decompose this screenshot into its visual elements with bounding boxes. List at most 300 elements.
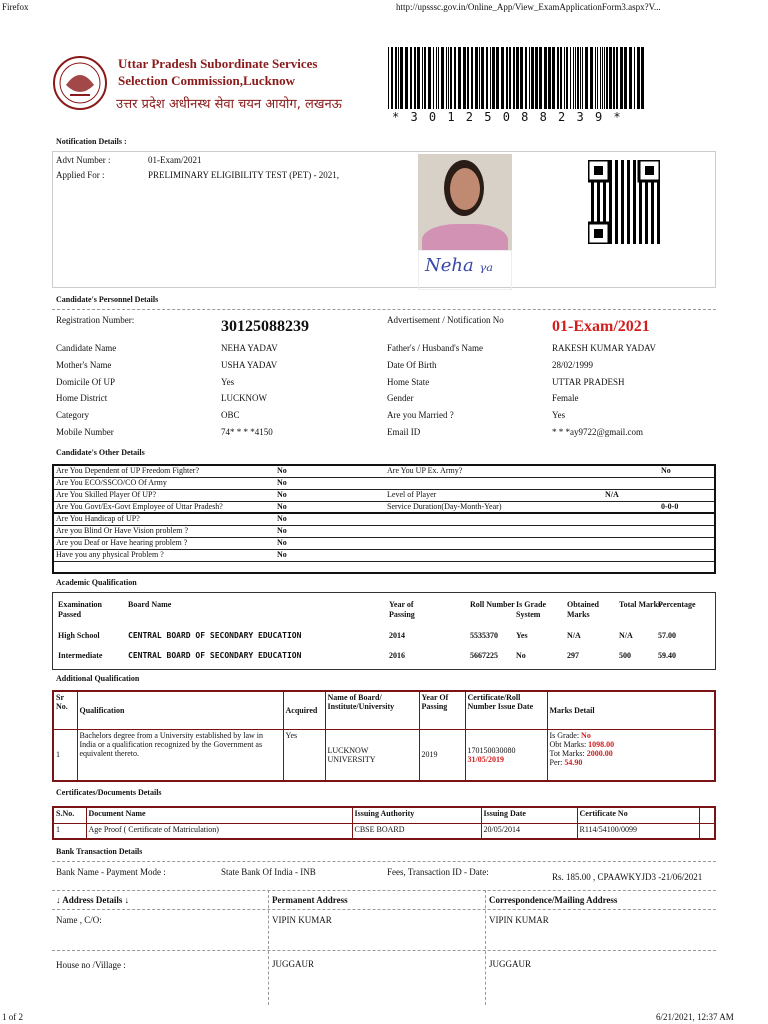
qr-module — [639, 217, 642, 220]
barcode-bar — [609, 47, 612, 109]
qr-module — [603, 214, 606, 217]
advt-label: Advt Number : — [56, 155, 111, 165]
qr-module — [651, 214, 654, 217]
qr-module — [597, 196, 600, 199]
add-h-board: Name of Board/ Institute/University — [325, 691, 419, 729]
barcode-bar — [400, 47, 403, 109]
qr-module — [615, 169, 618, 172]
qr-module — [627, 190, 630, 193]
qr-module — [615, 208, 618, 211]
qr-module — [639, 202, 642, 205]
qr-module — [645, 235, 648, 238]
qr-module — [597, 199, 600, 202]
qr-module — [627, 208, 630, 211]
qr-module — [645, 205, 648, 208]
per-label: Per: — [549, 757, 563, 767]
qr-module — [651, 229, 654, 232]
barcode-bar — [575, 47, 576, 109]
qr-module — [627, 199, 630, 202]
correspondence-address-header: Correspondence/Mailing Address — [489, 895, 618, 905]
qr-module — [597, 208, 600, 211]
perm-house-value: JUGGAUR — [272, 959, 315, 969]
qr-module — [615, 223, 618, 226]
barcode-bar — [388, 47, 389, 109]
barcode-bar — [471, 47, 473, 109]
qr-module — [633, 187, 636, 190]
other-q2-cell: Are You UP Ex. Army? — [385, 465, 605, 477]
qr-module — [597, 202, 600, 205]
qr-module — [621, 220, 624, 223]
qr-module — [627, 187, 630, 190]
other-section-title: Candidate's Other Details — [56, 448, 145, 457]
personal-right-label: Home State — [387, 377, 430, 387]
qr-module — [633, 196, 636, 199]
personal-right-value: Yes — [552, 410, 566, 420]
qr-module — [651, 211, 654, 214]
qr-module — [627, 235, 630, 238]
barcode-bar — [433, 47, 434, 109]
cert-h-sno: S.No. — [53, 807, 86, 823]
qr-module — [645, 196, 648, 199]
barcode-bar — [560, 47, 562, 109]
qr-module — [609, 208, 612, 211]
barcode-bar — [641, 47, 644, 109]
candidate-signature: Neha ᵧₐ — [418, 250, 512, 290]
up-emblem-logo — [52, 55, 108, 111]
barcode-bar — [531, 47, 534, 109]
qr-module — [651, 202, 654, 205]
qr-module — [591, 190, 594, 193]
qr-module — [651, 205, 654, 208]
barcode-bar — [501, 47, 504, 109]
academic-cell: Intermediate — [58, 651, 103, 660]
qr-module — [645, 238, 648, 241]
barcode-bar — [454, 47, 456, 109]
personal-right-label: Gender — [387, 393, 414, 403]
qr-module — [603, 199, 606, 202]
qr-module — [651, 232, 654, 235]
qr-module — [633, 175, 636, 178]
add-qualification: Bachelors degree from a University established by law in India or a qualification recognized by the Government as equivalent thereto. — [77, 729, 283, 781]
qr-module — [627, 214, 630, 217]
qr-module — [627, 220, 630, 223]
applied-label: Applied For : — [56, 170, 105, 180]
qr-module — [639, 196, 642, 199]
barcode-bar — [492, 47, 495, 109]
registration-barcode — [386, 47, 648, 115]
barcode-bar — [629, 47, 632, 109]
qr-module — [621, 196, 624, 199]
qr-module — [627, 205, 630, 208]
qr-module — [627, 232, 630, 235]
qr-module — [609, 187, 612, 190]
qr-module — [615, 178, 618, 181]
other-q2-cell: Level of Player — [385, 489, 605, 501]
qr-module — [651, 223, 654, 226]
page-count: 1 of 2 — [2, 1012, 23, 1022]
other-a1-cell: No — [275, 465, 385, 477]
qr-module — [597, 193, 600, 196]
qr-module — [621, 190, 624, 193]
qr-module — [651, 226, 654, 229]
barcode-bar — [582, 47, 583, 109]
qr-module — [657, 190, 660, 193]
page-url[interactable]: http://upsssc.gov.in/Online_App/View_ExamApplicationForm3.aspx?V... — [396, 2, 661, 12]
qr-module — [591, 211, 594, 214]
qr-module — [621, 187, 624, 190]
qr-module — [621, 160, 624, 163]
qr-module — [639, 241, 642, 244]
personal-left-value: Yes — [221, 377, 235, 387]
barcode-bar — [602, 47, 603, 109]
qr-module — [627, 178, 630, 181]
qr-module — [609, 214, 612, 217]
qr-module — [597, 184, 600, 187]
cert-date: 20/05/2014 — [481, 823, 577, 839]
barcode-text: * 3 0 1 2 5 0 8 8 2 3 9 * — [392, 110, 623, 124]
qr-module — [633, 217, 636, 220]
barcode-bar — [585, 47, 588, 109]
other-q1-cell: Are You Skilled Player Of UP? — [53, 489, 275, 501]
add-board: LUCKNOW UNIVERSITY — [325, 729, 419, 781]
qr-module — [645, 211, 648, 214]
barcode-bar — [428, 47, 431, 109]
qr-module — [651, 184, 654, 187]
barcode-bar — [566, 47, 568, 109]
add-marks-cell — [547, 729, 715, 781]
qr-module — [603, 193, 606, 196]
qr-module — [627, 193, 630, 196]
barcode-bar — [422, 47, 423, 109]
barcode-bar — [391, 47, 393, 109]
qr-module — [633, 163, 636, 166]
qr-module — [633, 184, 636, 187]
qr-module — [645, 220, 648, 223]
obt-label: Obt Marks: — [549, 739, 587, 749]
qr-module — [621, 211, 624, 214]
barcode-bar — [405, 47, 408, 109]
adv-label: Advertisement / Notification No — [387, 315, 504, 325]
barcode-bar — [520, 47, 523, 109]
add-cert-number: 170150030080 — [467, 745, 516, 755]
personal-right-value: RAKESH KUMAR YADAV — [552, 343, 657, 353]
qr-module — [609, 196, 612, 199]
qr-module — [621, 202, 624, 205]
other-q2-cell — [385, 549, 605, 561]
barcode-bar — [616, 47, 618, 109]
org-name-line2: Selection Commission,Lucknow — [118, 73, 295, 88]
qr-module — [651, 196, 654, 199]
qr-module — [627, 229, 630, 232]
personal-left-label: Domicile Of UP — [56, 377, 115, 387]
qr-module — [603, 205, 606, 208]
qr-module — [615, 217, 618, 220]
qr-module — [639, 190, 642, 193]
qr-module — [609, 217, 612, 220]
other-a2-cell: 0-0-0 — [605, 501, 715, 513]
qr-module — [645, 241, 648, 244]
qr-module — [621, 169, 624, 172]
barcode-bar — [557, 47, 559, 109]
qr-module — [603, 196, 606, 199]
barcode-bar — [620, 47, 623, 109]
barcode-bar — [564, 47, 565, 109]
barcode-bar — [441, 47, 444, 109]
qr-module — [651, 190, 654, 193]
other-a2-cell: N/A — [605, 489, 715, 501]
qr-finder-center — [645, 166, 654, 175]
advt-value: 01-Exam/2021 — [148, 155, 202, 165]
qr-module — [615, 232, 618, 235]
qr-module — [633, 229, 636, 232]
additional-section-title: Additional Qualification — [56, 674, 140, 683]
qr-module — [615, 226, 618, 229]
other-q2-cell — [385, 525, 605, 537]
personal-left-value: 74* * * *4150 — [221, 427, 273, 437]
personal-right-value: 28/02/1999 — [552, 360, 594, 370]
other-q1-cell: Have you any physical Problem ? — [53, 549, 275, 561]
barcode-bar — [637, 47, 640, 109]
qr-module — [651, 220, 654, 223]
additional-table — [52, 690, 716, 782]
academic-header: Total Marks — [619, 600, 662, 609]
qr-module — [609, 193, 612, 196]
qr-module — [651, 235, 654, 238]
qr-module — [621, 223, 624, 226]
add-cert-date: 31/05/2019 — [467, 754, 504, 764]
other-a2-cell — [605, 525, 715, 537]
barcode-bar — [417, 47, 420, 109]
other-a1-cell: No — [275, 501, 385, 513]
qr-module — [633, 241, 636, 244]
qr-module — [615, 238, 618, 241]
personal-left-label: Mother's Name — [56, 360, 112, 370]
qr-module — [621, 172, 624, 175]
qr-module — [621, 184, 624, 187]
academic-cell: N/A — [619, 631, 633, 640]
bank-section-title: Bank Transaction Details — [56, 847, 143, 856]
personal-left-label: Category — [56, 410, 89, 420]
qr-module — [645, 226, 648, 229]
add-h-sr: Sr No. — [53, 691, 77, 729]
qr-module — [609, 202, 612, 205]
add-h-year: Year Of Passing — [419, 691, 465, 729]
browser-name: Firefox — [2, 2, 29, 12]
qr-module — [657, 226, 660, 229]
qr-module — [639, 223, 642, 226]
personal-left-value: NEHA YADAV — [221, 343, 278, 353]
qr-module — [591, 187, 594, 190]
per-value: 54.90 — [564, 757, 583, 767]
qr-module — [621, 163, 624, 166]
qr-module — [651, 238, 654, 241]
other-q1-cell: Are You ECO/SSCO/CO Of Army — [53, 477, 275, 489]
barcode-bar — [410, 47, 412, 109]
cert-authority: CBSE BOARD — [352, 823, 481, 839]
qr-module — [657, 205, 660, 208]
qr-module — [621, 229, 624, 232]
tot-value: 2000.00 — [586, 748, 613, 758]
qr-module — [615, 235, 618, 238]
academic-header: Roll Number — [470, 600, 515, 609]
qr-module — [591, 217, 594, 220]
qr-module — [591, 199, 594, 202]
qr-module — [633, 220, 636, 223]
qr-module — [627, 223, 630, 226]
qr-module — [615, 175, 618, 178]
barcode-bar — [577, 47, 579, 109]
qr-module — [615, 202, 618, 205]
certificates-section-title: Certificates/Documents Details — [56, 788, 162, 797]
qr-module — [627, 163, 630, 166]
qr-module — [657, 238, 660, 241]
qr-module — [657, 217, 660, 220]
barcode-bar — [496, 47, 499, 109]
barcode-bar — [604, 47, 605, 109]
bank-name-label: Bank Name - Payment Mode : — [56, 867, 166, 877]
qr-finder-center — [594, 229, 603, 238]
qr-module — [615, 184, 618, 187]
qr-module — [627, 172, 630, 175]
qr-module — [591, 193, 594, 196]
notification-section-title: Notification Details : — [56, 137, 127, 146]
qr-module — [627, 211, 630, 214]
qr-module — [615, 163, 618, 166]
qr-module — [657, 208, 660, 211]
qr-module — [615, 190, 618, 193]
qr-module — [633, 232, 636, 235]
academic-header: Percentage — [658, 600, 696, 609]
add-h-marks: Marks Detail — [547, 691, 715, 729]
qr-module — [657, 196, 660, 199]
qr-module — [603, 184, 606, 187]
qr-module — [633, 208, 636, 211]
cert-sno: 1 — [53, 823, 86, 839]
qr-module — [639, 226, 642, 229]
qr-module — [657, 220, 660, 223]
barcode-bar — [525, 47, 527, 109]
qr-module — [627, 196, 630, 199]
personal-left-value: OBC — [221, 410, 240, 420]
other-a2-cell — [605, 549, 715, 561]
qr-module — [621, 199, 624, 202]
barcode-bar — [506, 47, 508, 109]
qr-module — [603, 202, 606, 205]
qr-module — [609, 190, 612, 193]
qr-module — [615, 241, 618, 244]
barcode-bar — [450, 47, 452, 109]
qr-module — [615, 166, 618, 169]
qr-module — [621, 181, 624, 184]
barcode-bar — [573, 47, 574, 109]
org-name-line1: Uttar Pradesh Subordinate Services — [118, 56, 318, 71]
barcode-bar — [597, 47, 598, 109]
qr-module — [627, 202, 630, 205]
personal-left-label: Home District — [56, 393, 108, 403]
other-q1-cell: Are You Govt/Ex-Govt Employee of Uttar Pradesh? — [53, 501, 275, 513]
candidate-photo — [418, 154, 512, 250]
barcode-bar — [595, 47, 596, 109]
academic-header: Is Grade System — [516, 600, 546, 619]
qr-module — [657, 211, 660, 214]
academic-cell: 5667225 — [470, 651, 498, 660]
barcode-bar — [613, 47, 615, 109]
academic-cell: Yes — [516, 631, 528, 640]
personal-right-label: Email ID — [387, 427, 421, 437]
qr-module — [633, 181, 636, 184]
house-village-label: House no /Village : — [56, 960, 126, 970]
qr-module — [621, 232, 624, 235]
academic-cell: 2014 — [389, 631, 405, 640]
qr-module — [657, 214, 660, 217]
qr-module — [633, 235, 636, 238]
other-a1-cell: No — [275, 525, 385, 537]
qr-module — [627, 166, 630, 169]
bank-name-value: State Bank Of India - INB — [221, 867, 316, 877]
qr-module — [651, 217, 654, 220]
personal-right-label: Date Of Birth — [387, 360, 437, 370]
qr-module — [645, 184, 648, 187]
academic-cell: CENTRAL BOARD OF SECONDARY EDUCATION — [128, 631, 302, 640]
qr-module — [597, 217, 600, 220]
personal-right-value: * * *ay9722@gmail.com — [552, 427, 644, 437]
qr-module — [615, 211, 618, 214]
qr-module — [615, 205, 618, 208]
qr-module — [597, 205, 600, 208]
org-name-hindi: उत्तर प्रदेश अधीनस्थ सेवा चयन आयोग, लखनऊ — [116, 97, 342, 112]
barcode-bar — [539, 47, 542, 109]
qr-module — [651, 187, 654, 190]
cert-h-date: Issuing Date — [481, 807, 577, 823]
other-q2-cell — [385, 537, 605, 549]
academic-cell: 500 — [619, 651, 631, 660]
cert-number: R114/54100/0099 — [577, 823, 699, 839]
reg-number: 30125088239 — [221, 318, 309, 335]
qr-module — [645, 202, 648, 205]
qr-module — [645, 208, 648, 211]
qr-module — [657, 187, 660, 190]
qr-module — [657, 193, 660, 196]
qr-module — [627, 181, 630, 184]
personal-right-value: Female — [552, 393, 579, 403]
qr-module — [603, 217, 606, 220]
qr-module — [633, 190, 636, 193]
barcode-bar — [486, 47, 488, 109]
qr-module — [639, 193, 642, 196]
qr-module — [621, 193, 624, 196]
qr-module — [657, 199, 660, 202]
qr-module — [615, 199, 618, 202]
academic-cell: 59.40 — [658, 651, 676, 660]
qr-module — [621, 217, 624, 220]
qr-module — [633, 211, 636, 214]
qr-module — [627, 160, 630, 163]
qr-module — [621, 241, 624, 244]
personal-left-label: Mobile Number — [56, 427, 114, 437]
qr-module — [639, 232, 642, 235]
barcode-bar — [535, 47, 538, 109]
barcode-bar — [438, 47, 439, 109]
academic-cell: 57.00 — [658, 631, 676, 640]
barcode-bar — [544, 47, 547, 109]
qr-module — [615, 172, 618, 175]
barcode-bar — [414, 47, 416, 109]
qr-module — [657, 229, 660, 232]
qr-module — [639, 220, 642, 223]
qr-module — [633, 205, 636, 208]
academic-cell: CENTRAL BOARD OF SECONDARY EDUCATION — [128, 651, 302, 660]
other-q2-cell — [385, 477, 605, 489]
